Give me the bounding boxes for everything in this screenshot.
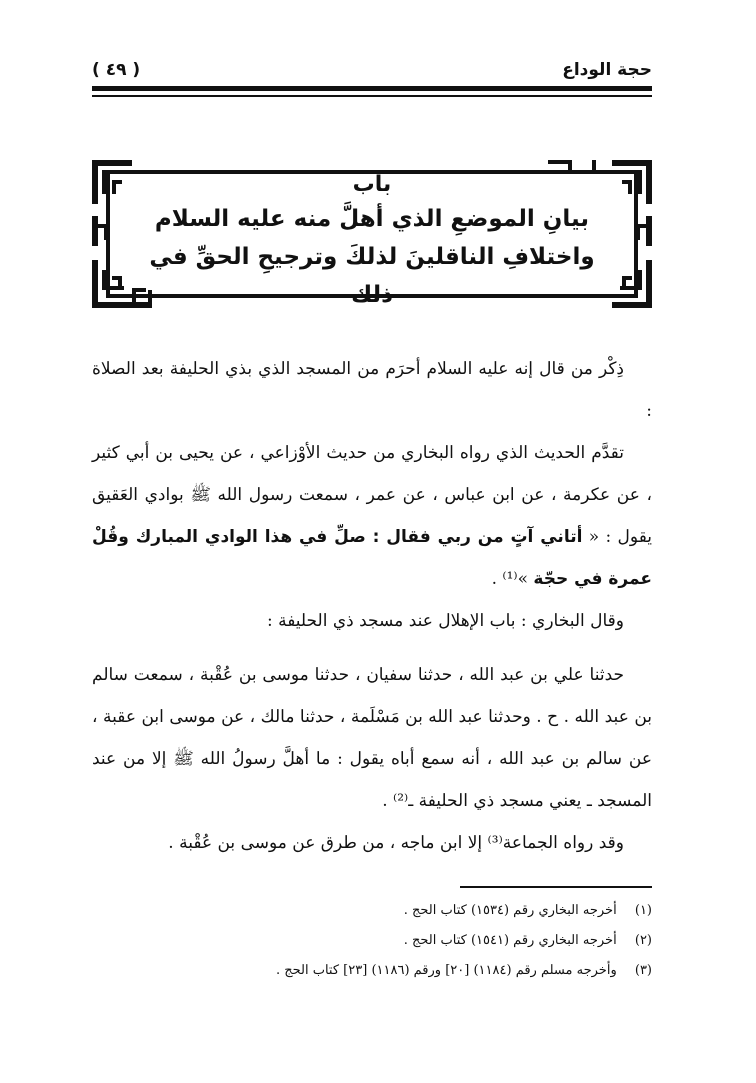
footnote-3 <box>92 956 652 986</box>
page-number: ( ٤٩ ) <box>92 60 141 80</box>
chapter-heading-text <box>132 170 612 314</box>
footnote-number: (٢) <box>634 933 652 948</box>
footnote-number: (٣) <box>634 963 652 978</box>
chapter-title-line-2: واختلافِ الناقلينَ لذلكَ وترجيحِ الحقِّ في ذلك <box>149 244 595 308</box>
footnote-rule <box>460 886 652 888</box>
footnote-text: وأخرجه مسلم رقم (١١٨٤) [٢٠] ورقم (١١٨٦) [٢٣] كتاب الحج . <box>275 963 617 978</box>
paragraph-4: حدثنا علي بن عبد الله ، حدثنا سفيان ، حدثنا موسى بن عُقْبة ، سمعت سالم بن عبد الله . ح . وحدثنا عبد الله بن مَسْلَمة ، حدثنا مالك ، عن موسى ابن عقبة ، عن سالم بن عبد الله ، أنه سمع أباه يقول : ما أهلَّ رسولُ الله ﷺ إلا من عند المسجد ـ يعني مسجد ذي الحليفة ـ⁽²⁾ . <box>92 665 652 811</box>
chapter-heading-frame <box>92 160 652 308</box>
chapter-label: باب <box>352 172 392 197</box>
footnotes <box>92 896 652 986</box>
footnote-number: (١) <box>634 903 652 918</box>
running-title: حجة الوداع <box>562 60 652 80</box>
paragraph-2-close: »⁽¹⁾ . <box>491 569 528 589</box>
footnote-text: أخرجه البخاري رقم (١٥٣٤) كتاب الحج . <box>403 903 617 918</box>
header-rule-thin <box>92 95 652 97</box>
paragraph-2-intro: تقدَّم الحديث الذي رواه البخاري من حديث الأوْزاعي ، عن يحيى بن أبي كثير ، عن عكرمة ، عن ابن عباس ، عن عمر ، سمعت رسول الله ﷺ بوادي العَقيق يقول : « <box>92 443 653 547</box>
footnote-text: أخرجه البخاري رقم (١٥٤١) كتاب الحج . <box>403 933 617 948</box>
paragraph-2-hadith-quote: أتاني آتٍ من ربي فقال : صلِّ في هذا الوادي المبارك وقُلْ عمرة في حجّة <box>92 527 652 589</box>
paragraph-2 <box>92 432 652 600</box>
header-rule-thick <box>92 86 652 91</box>
paragraph-3: وقال البخاري : باب الإهلال عند مسجد ذي الحليفة : <box>266 611 624 631</box>
paragraph-1: ذِكْر من قال إنه عليه السلام أحرَم من المسجد الذي بذي الحليفة بعد الصلاة : <box>92 359 652 421</box>
footnote-2 <box>92 926 652 956</box>
footnote-1 <box>92 896 652 926</box>
chapter-title-line-1: بيانِ الموضعِ الذي أهلَّ منه عليه السلام <box>154 206 590 232</box>
paragraph-5: وقد رواه الجماعة⁽³⁾ إلا ابن ماجه ، من طرق عن موسى بن عُقْبة . <box>168 833 624 853</box>
